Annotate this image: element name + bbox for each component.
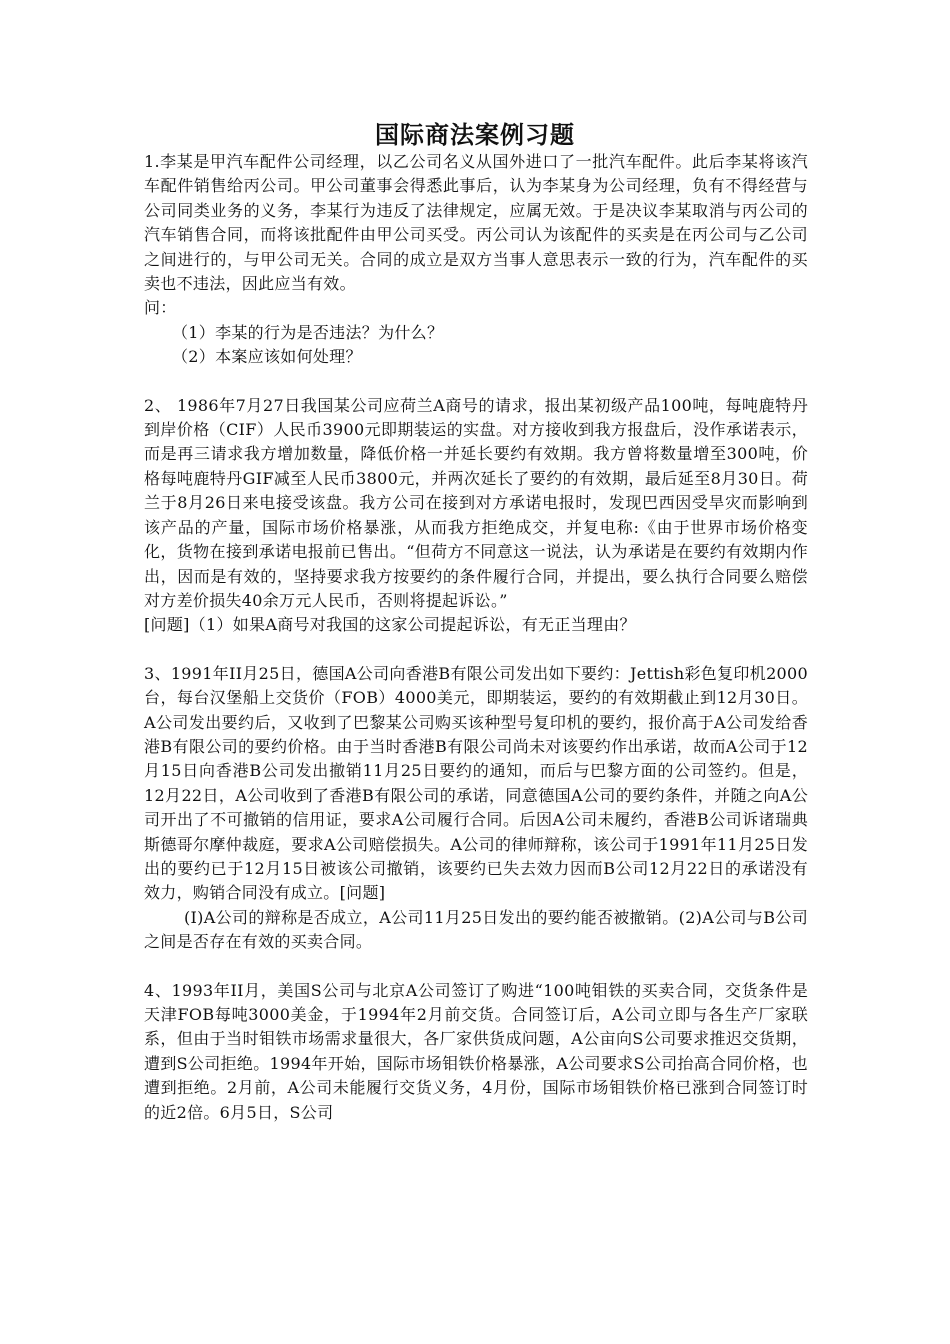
case-1-question-2: （2）本案应该如何处理？ — [172, 347, 362, 367]
case-1-ask-label: 问： — [144, 298, 177, 318]
document-title: 国际商法案例习题 — [375, 121, 575, 149]
case-2-question: [问题]（1）如果A商号对我国的这家公司提起诉讼，有无正当理由？ — [144, 615, 636, 635]
spacer — [144, 955, 808, 979]
case-3-paragraph: 3、1991年II月25日，德国A公司向香港B有限公司发出如下要约：Jettish彩色复印机2000台，每台汉堡船上交货价（FOB）4000美元，即期装运，要约的有效期截止到12月30日。A公司发出要约后，又收到了巴黎某公司购买该种型号复印机的要约，报价高于A公司发给香港B有限公司的要约价格。由于当时香港B有限公司尚未对该要约作出承诺，故而A公司于12月15日向香港B公司发出撤销11月25日要约的通知，而后与巴黎方面的公司签约。但是，12月22日，A公司收到了香港B有限公司的承诺，同意德国A公司的要约条件，并随之向A公司开出了不可撤销的信用证，要求A公司履行合同。后因A公司未履约，香港B公司诉诸瑞典斯德哥尔摩仲裁庭，要求A公司赔偿损失。A公司的律师辩称，该公司于1991年11月25日发出的要约已于12月15日被该公司撤销，该要约已失去效力因而B公司12月22日的承诺没有效力，购销合同没有成立。[问题] — [144, 663, 808, 903]
spacer — [144, 370, 808, 394]
case-1-paragraph: 1.李某是甲汽车配件公司经理，以乙公司名义从国外进口了一批汽车配件。此后李某将该汽车配件销售给丙公司。甲公司董事会得悉此事后，认为李某身为公司经理，负有不得经营与公司同类业务的义务，李某行为违反了法律规定，应属无效。于是决议李某取消与丙公司的汽车销售合同，而将该批配件由甲公司买受。丙公司认为该配件的买卖是在丙公司与乙公司之间进行的，与甲公司无关。合同的成立是双方当事人意思表示一致的行为，汽车配件的买卖也不违法，因此应当有效。 — [144, 152, 808, 294]
case-1-question-1: （1）李某的行为是否违法？为什么？ — [172, 322, 444, 342]
case-2-paragraph: 2、 1986年7月27日我国某公司应荷兰A商号的请求，报出某初级产品100吨，每吨鹿特丹到岸价格（CIF）人民币3900元即期装运的实盘。对方接收到我方报盘后，没作承诺表示，而是再三请求我方增加数量，降低价格一并延长要约有效期。我方曾将数量增至300吨，价格每吨鹿特丹GIF减至人民币3800元，并两次延长了要约的有效期，最后延至8月30日。荷兰于8月26日来电接受该盘。我方公司在接到对方承诺电报时，发现巴西因受旱灾而影响到该产品的产量，国际市场价格暴涨，从而我方拒绝成交，并复电称:《由于世界市场价格变化，货物在接到承诺电报前已售出。“但荷方不同意这一说法，认为承诺是在要约有效期内作出，因而是有效的，坚持要求我方按要约的条件履行合同，并提出，要么执行合同要么赔偿对方差价损失40余万元人民币，否则将提起诉讼。” — [144, 395, 808, 610]
case-3-question: (I)A公司的辩称是否成立，A公司11月25日发出的要约能否被撤销。(2)A公司与B公司之间是否存在有效的买卖合同。 — [144, 907, 808, 952]
spacer — [144, 638, 808, 662]
document-body — [144, 150, 808, 1125]
case-4-paragraph: 4、1993年II月，美国S公司与北京A公司签订了购进“100吨钼铁的买卖合同，交货条件是天津FOB每吨3000美金，于1994年2月前交货。合同签订后，A公司立即与各生产厂家联系，但由于当时钼铁市场需求量很大，各厂家供货成问题，A公亩向S公司要求推迟交货期，遭到S公司拒绝。1994年开始，国际市场钼铁价格暴涨，A公司要求S公司抬高合同价格，也遭到拒绝。2月前，A公司未能履行交货义务，4月份，国际市场钼铁价格已涨到合同签订时的近2倍。6月5日，S公司 — [144, 980, 808, 1122]
